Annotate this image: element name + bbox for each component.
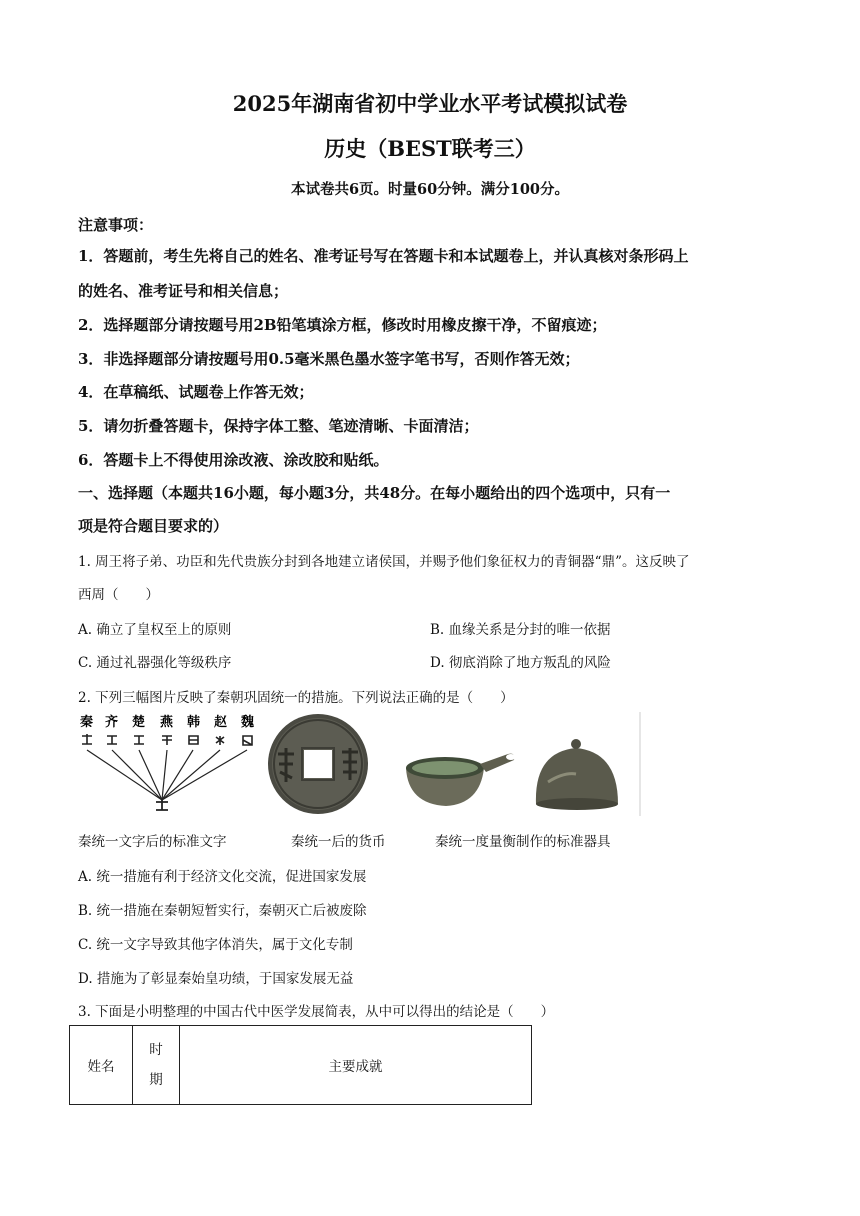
exam-meta: 本试卷共6页。时量60分钟。满分100分。 <box>290 181 570 198</box>
notice-item: 1．答题前，考生先将自己的姓名、准考证号写在答题卡和本试题卷上，并认真核对条形码上 <box>78 247 689 265</box>
state-label: 楚 <box>132 715 146 730</box>
state-label: 韩 <box>187 715 201 730</box>
q1-stem-cont: 西周（ ） <box>78 587 159 603</box>
q1-option-a: A. 确立了皇权至上的原则 <box>78 622 232 638</box>
figure-caption: 秦统一度量衡制作的标准器具 <box>435 834 611 850</box>
section-heading: 一、选择题（本题共16小题，每小题3分，共48分。在每小题给出的四个选项中，只有一 <box>78 484 671 502</box>
state-label: 燕 <box>160 715 174 730</box>
state-label: 赵 <box>214 715 228 730</box>
notice-item: 2．选择题部分请按题号用2B铅笔填涂方框，修改时用橡皮擦干净，不留痕迹； <box>78 316 607 334</box>
table-header-period <box>133 1026 180 1105</box>
q2-option-a: A. 统一措施有利于经济文化交流，促进国家发展 <box>78 869 367 885</box>
notice-item: 4．在草稿纸、试题卷上作答无效； <box>78 383 314 401</box>
standard-measures <box>396 712 641 816</box>
figure-caption: 秦统一文字后的标准文字 <box>78 834 227 850</box>
notice-heading: 注意事项： <box>78 216 154 234</box>
unified-glyph <box>156 800 168 810</box>
exam-subtitle: 历史（BEST联考三） <box>324 136 536 161</box>
q2-stem: 2. 下列三幅图片反映了秦朝巩固统一的措施。下列说法正确的是（ ） <box>78 690 514 706</box>
notice-item: 5．请勿折叠答题卡，保持字体工整、笔迹清晰、卡面清洁； <box>78 417 479 435</box>
convergence-lines <box>87 750 247 800</box>
table-header-achievement: 主要成就 <box>180 1026 532 1105</box>
q2-option-c: C. 统一文字导致其他字体消失，属于文化专制 <box>78 937 353 953</box>
state-label: 秦 <box>80 715 94 730</box>
ancient-glyphs <box>82 734 252 745</box>
table-header-row <box>70 1026 532 1105</box>
q1-stem: 1. 周王将子弟、功臣和先代贵族分封到各地建立诸侯国，并赐予他们象征权力的青铜器“鼎”。这反映了 <box>78 554 690 570</box>
state-label: 齐 <box>105 715 119 730</box>
notice-item: 3．非选择题部分请按题号用0.5毫米黑色墨水签字笔书写，否则作答无效； <box>78 350 580 368</box>
medicine-history-table <box>69 1025 532 1105</box>
notice-item: 的姓名、准考证号和相关信息； <box>78 282 289 300</box>
period-char: 期 <box>149 1072 163 1088</box>
notice-item: 6．答题卡上不得使用涂改液、涂改胶和贴纸。 <box>78 451 389 469</box>
q1-option-c: C. 通过礼器强化等级秩序 <box>78 655 232 671</box>
section-heading-cont: 项是符合题目要求的） <box>78 517 229 535</box>
exam-title: 2025年湖南省初中学业水平考试模拟试卷 <box>232 91 628 116</box>
q2-figure <box>76 712 641 820</box>
period-char: 时 <box>149 1042 163 1058</box>
banliang-coin <box>268 714 368 814</box>
unified-script-diagram <box>79 714 254 810</box>
q3-stem: 3. 下面是小明整理的中国古代中医学发展简表，从中可以得出的结论是（ ） <box>78 1004 555 1020</box>
q1-option-d: D. 彻底消除了地方叛乱的风险 <box>430 655 611 671</box>
q1-option-b: B. 血缘关系是分封的唯一依据 <box>430 622 611 638</box>
state-label: 魏 <box>241 715 255 730</box>
q2-option-b: B. 统一措施在秦朝短暂实行，秦朝灭亡后被废除 <box>78 903 367 919</box>
q2-option-d: D. 措施为了彰显秦始皇功绩，于国家发展无益 <box>78 971 354 987</box>
table-header-name: 姓名 <box>70 1026 133 1105</box>
figure-caption: 秦统一后的货币 <box>291 834 386 850</box>
